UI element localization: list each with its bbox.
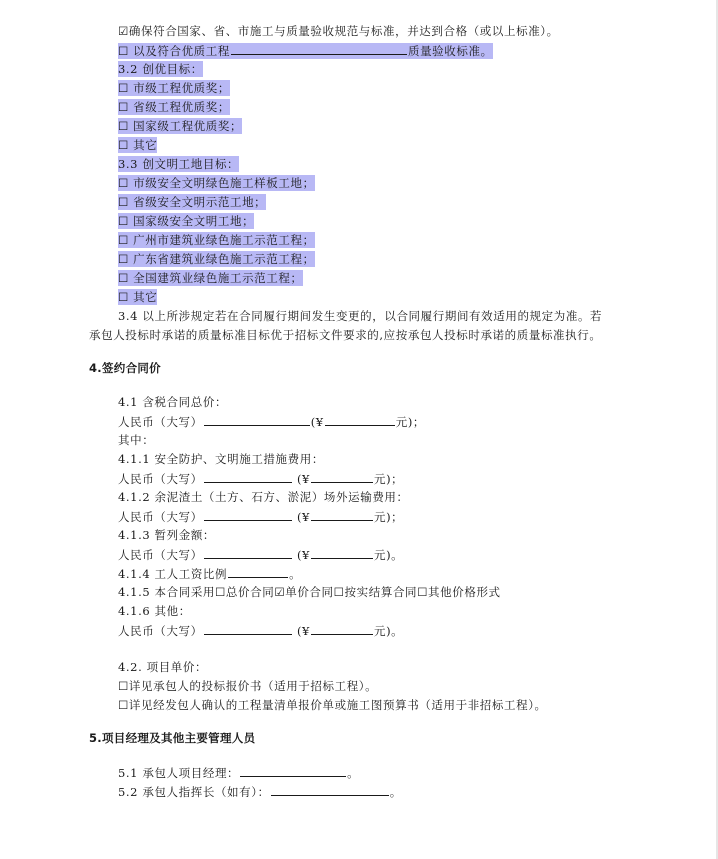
item-4-1-6: 4.1.6 其他： (118, 604, 191, 618)
option-national-safety: ☐ 国家级安全文明工地； (118, 214, 255, 228)
quality-excellent-line (118, 43, 493, 59)
quality-compliance-line: ☑确保符合国家、省、市施工与质量验收规范与标准，并达到合格（或以上标准）。 (118, 24, 559, 38)
blank-field[interactable] (204, 547, 292, 559)
item-4-1-4: 4.1.4 工人工资比例 。 (118, 567, 302, 581)
section-4-heading: 4.签约合同价 (89, 361, 161, 375)
blank-field[interactable] (325, 414, 395, 426)
blank-field[interactable] (204, 623, 292, 635)
blank-field[interactable] (311, 547, 373, 559)
blank-field[interactable] (204, 509, 292, 521)
option-national-award: ☐ 国家级工程优质奖； (118, 119, 243, 133)
option-province-safety: ☐ 省级安全文明示范工地； (118, 195, 267, 209)
item-5-1: 5.1 承包人项目经理： 。 (118, 766, 360, 780)
provisional-rmb-line: 人民币（大写） (¥ 元)。 (118, 548, 404, 562)
option-city-award: ☐ 市级工程优质奖； (118, 81, 230, 95)
option-guangdong-green: ☐ 广东省建筑业绿色施工示范工程； (118, 252, 315, 266)
item-4-1-5: 4.1.5 本合同采用☐总价合同☑单价合同☐按实结算合同☐其他价格形式 (118, 585, 501, 599)
among-label: 其中： (118, 433, 155, 447)
section-5-heading: 5.项目经理及其他主要管理人员 (89, 731, 256, 745)
blank-field[interactable] (311, 471, 373, 483)
item-4-1-2: 4.1.2 余泥渣土（土方、石方、淤泥）场外运输费用： (118, 490, 409, 504)
unit-price-option-2: ☐详见经发包人确认的工程量清单报价单或施工图预算书（适用于非招标工程）。 (118, 698, 547, 712)
blank-field[interactable] (240, 765, 346, 777)
option-national-green: ☐ 全国建筑业绿色施工示范工程； (118, 271, 303, 285)
blank-field[interactable] (204, 471, 292, 483)
transport-fee-rmb-line: 人民币（大写） (¥ 元)； (118, 510, 404, 524)
paragraph-3-4-line2: 承包人投标时承诺的质量标准目标优于招标文件要求的,应按承包人投标时承诺的质量标准执行。 (89, 328, 602, 342)
option-city-green-model: ☐ 市级安全文明绿色施工样板工地； (118, 176, 315, 190)
total-price-rmb-line: 人民币（大写） (¥ 元)； (118, 415, 426, 429)
blank-field[interactable] (271, 784, 389, 796)
other-rmb-line: 人民币（大写） (¥ 元)。 (118, 624, 404, 638)
item-4-1: 4.1 含税合同总价： (118, 395, 228, 409)
blank-field[interactable] (204, 414, 310, 426)
item-5-2: 5.2 承包人指挥长（如有）： 。 (118, 785, 402, 799)
blank-field[interactable] (311, 623, 373, 635)
heading-3-2: 3.2 创优目标： (118, 62, 203, 76)
heading-3-3: 3.3 创文明工地目标： (118, 157, 240, 171)
paragraph-3-4-line1: 3.4 以上所涉规定若在合同履行期间发生变更的，以合同履行期间有效适用的规定为准。若 (118, 309, 603, 323)
option-other-1: ☐ 其它 (118, 138, 158, 152)
blank-field[interactable] (228, 566, 288, 578)
item-4-2: 4.2. 项目单价： (118, 660, 208, 674)
safety-fee-rmb-line: 人民币（大写） (¥ 元)； (118, 472, 404, 486)
item-4-1-3: 4.1.3 暂列金额： (118, 528, 216, 542)
highlighted-text: ☐ 以及符合优质工程 质量验收标准。 (118, 44, 493, 58)
blank-field[interactable] (311, 509, 373, 521)
option-guangzhou-green: ☐ 广州市建筑业绿色施工示范工程； (118, 233, 315, 247)
option-other-2: ☐ 其它 (118, 290, 158, 304)
blank-field[interactable] (231, 43, 407, 55)
item-4-1-1: 4.1.1 安全防护、文明施工措施费用： (118, 452, 324, 466)
unit-price-option-1: ☐详见承包人的投标报价书（适用于招标工程）。 (118, 679, 378, 693)
option-province-award: ☐ 省级工程优质奖； (118, 100, 230, 114)
